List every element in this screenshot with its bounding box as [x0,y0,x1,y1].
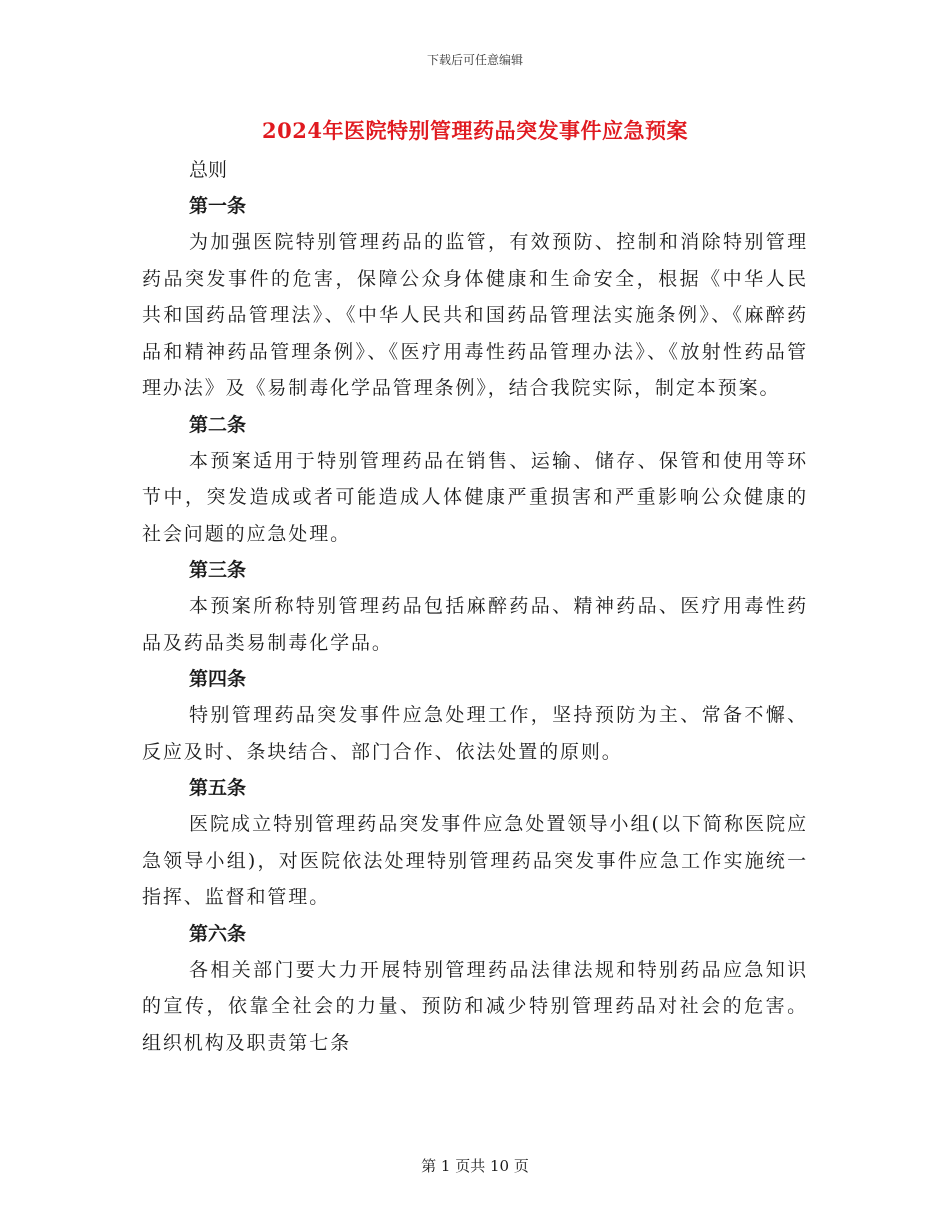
article-text-5: 医院成立特别管理药品突发事件应急处置领导小组(以下简称医院应急领导小组)，对医院依法处理特别管理药品突发事件应急工作实施统一指挥、监督和管理。 [142,813,808,908]
article-heading-3: 第三条 [189,559,247,581]
article-heading-6: 第六条 [189,922,247,945]
article-heading-4: 第四条 [189,668,247,690]
section-label: 总则 [189,159,228,181]
page-number: 第 1 页共 10 页 [421,1157,529,1175]
document-title: 2024年医院特别管理药品突发事件应急预案 [262,118,688,143]
article-heading-1: 第一条 [189,195,247,217]
document-body [142,152,808,1061]
article-text-1: 为加强医院特别管理药品的监管，有效预防、控制和消除特别管理药品突发事件的危害，保障公众身体健康和生命安全，根据《中华人民共和国药品管理法》、《中华人民共和国药品管理法实施条例》、《麻醉药品和精神药品管理条例》、《医疗用毒性药品管理办法》、《放射性药品管理办法》及《易制毒化学品管理条例》，结合我院实际，制定本预案。 [142,231,808,399]
article-heading-2: 第二条 [189,413,247,436]
page-header: 下载后可任意编辑 [426,53,523,67]
article-heading-5: 第五条 [189,777,247,799]
article-text-6: 各相关部门要大力开展特别管理药品法律法规和特别药品应急知识的宣传，依靠全社会的力量、预防和减少特别管理药品对社会的危害。组织机构及职责第七条 [142,958,808,1054]
article-text-4: 特别管理药品突发事件应急处理工作，坚持预防为主、常备不懈、反应及时、条块结合、部门合作、依法处置的原则。 [142,704,808,763]
article-text-3: 本预案所称特别管理药品包括麻醉药品、精神药品、医疗用毒性药品及药品类易制毒化学品。 [142,595,808,654]
article-text-2: 本预案适用于特别管理药品在销售、运输、储存、保管和使用等环节中，突发造成或者可能造成人体健康严重损害和严重影响公众健康的社会问题的应急处理。 [142,449,808,545]
